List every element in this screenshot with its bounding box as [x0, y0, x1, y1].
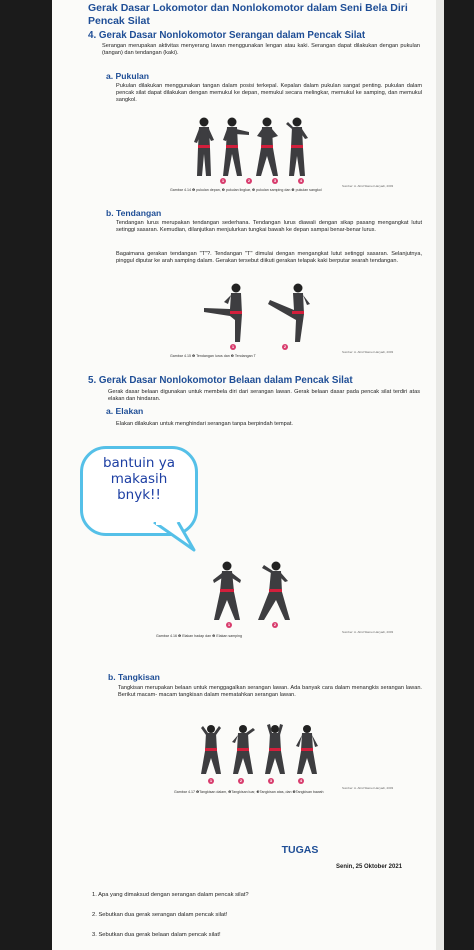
tendangan-heading: b. Tendangan — [106, 208, 162, 218]
speech-bubble-tail — [150, 522, 196, 552]
tangkisan-text: Tangkisan merupakan belaan untuk menggagalkan serangan lawan. Ada banyak cara dalam menangkis serangan lawan. Berikut macam- macam tangkisan dalam mematahkan serangan lawan. — [118, 685, 422, 699]
figure-4-15-caption: Gambar 4.15 ❶ Tendangan lurus dan ❷ Tendangan T — [170, 354, 256, 358]
section-5-heading: 5. Gerak Dasar Nonlokomotor Belaan dalam Pencak Silat — [88, 375, 353, 386]
silat-figure-4 — [284, 116, 310, 178]
page-title: Gerak Dasar Lokomotor dan Nonlokomotor dalam Seni Bela Diri Pencak Silat — [88, 2, 408, 27]
silat-tangkisan-figure-1 — [198, 724, 224, 776]
figure-number-marker: 2 — [239, 778, 243, 783]
silat-kick-figure-2 — [264, 282, 312, 344]
figure-4-14-numbers — [220, 178, 304, 184]
bubble-line-2: makasih — [110, 471, 168, 487]
pukulan-text: Pukulan dilakukan menggunakan tangan dalam posisi terkepal. Kepalan dalam pukulan sangat penting. pukulan dalam pencak silat dapat dilakukan dengan memukul ke depan, memukul secara melingkar, memukul ke samping, dan memukul sangkol. — [116, 83, 422, 104]
figure-4-17-caption: Gambar 4.17 ❶Tangkisan dalam, ❷Tangkisan luar, ❸Tangkisan atas, dan ❹Tangkisan bawah — [174, 790, 324, 794]
figure-4-17 — [198, 724, 320, 776]
tendangan-text-2: Bagaimana gerakan tendangan "T"?. Tendangan "T" dimulai dengan mengangkat lutut setinggi sasaran. Selanjutnya, pinggul diputar ke arah samping dalam. Gerakan tersebut diikuti gerakan telapak kaki berputar searah tendangan. — [116, 251, 422, 265]
figure-4-16-numbers — [226, 622, 278, 628]
figure-4-15-numbers — [230, 344, 288, 350]
question-2: 2. Sebutkan dua gerak serangan dalam pencak silat! — [92, 912, 228, 918]
silat-figure-1 — [192, 116, 216, 178]
figure-4-15-credit: Sumber: A. Abid Slamet Haryadi, 2003 — [342, 350, 394, 354]
silat-tangkisan-figure-4 — [294, 724, 320, 776]
bubble-line-3: bnyk!! — [117, 487, 161, 503]
question-1: 1. Apa yang dimaksud dengan serangan dalam pencak silat? — [92, 892, 249, 898]
figure-number-marker: 1 — [227, 622, 231, 627]
pukulan-heading: a. Pukulan — [106, 71, 149, 81]
figure-number-marker: 3 — [273, 178, 277, 183]
figure-4-14-caption: Gambar 4.14 ❶ pukulan depan, ❷ pukulan lingkar, ❸ pukulan samping dan ❹ pukulan sangkol — [170, 188, 322, 192]
figure-number-marker: 4 — [299, 178, 303, 183]
silat-elakan-figure-1 — [210, 560, 244, 622]
tangkisan-heading: b. Tangkisan — [108, 672, 160, 682]
bubble-line-1: bantuin ya — [102, 455, 176, 471]
figure-4-17-numbers — [208, 778, 304, 784]
tendangan-text-1: Tendangan lurus merupakan tendangan sederhana. Tendangan lurus diawali dengan sikap pasang mengangkat lutut setinggi sasaran. Kemudian, dilanjutkan menjulurkan tungkai bawah ke depan sampai benar-benar lurus. — [116, 220, 422, 234]
figure-4-16-credit: Sumber: A. Abid Slamet Haryadi, 2003 — [342, 630, 394, 634]
silat-elakan-figure-2 — [256, 560, 292, 622]
silat-figure-2 — [220, 116, 250, 178]
figure-number-marker: 4 — [299, 778, 303, 783]
figure-number-marker: 2 — [247, 178, 251, 183]
figure-number-marker: 2 — [273, 622, 277, 627]
figure-number-marker: 1 — [209, 778, 213, 783]
figure-number-marker: 3 — [269, 778, 273, 783]
tugas-heading: TUGAS — [281, 844, 319, 856]
figure-4-15 — [202, 282, 312, 344]
figure-4-14 — [192, 116, 310, 178]
silat-tangkisan-figure-2 — [230, 724, 256, 776]
elakan-text: Elakan dilakukan untuk menghindari serangan tanpa berpindah tempat. — [116, 421, 293, 427]
figure-4-17-credit: Sumber: A. Abid Slamet Haryadi, 2003 — [342, 786, 394, 790]
section-5-intro: Gerak dasar belaan digunakan untuk membela diri dari serangan lawan. Gerak belaan dasar pada pencak silat terdiri atas elakan dan hindaran. — [108, 389, 420, 403]
question-3: 3. Sebutkan dua gerak belaan dalam pencak silat! — [92, 932, 221, 938]
silat-tangkisan-figure-3 — [262, 724, 288, 776]
elakan-heading: a. Elakan — [106, 406, 144, 416]
figure-4-14-credit: Sumber: A. Abid Slamet Haryadi, 2003 — [342, 184, 394, 188]
page-edge — [436, 0, 444, 950]
figure-number-marker: 1 — [231, 344, 235, 349]
silat-figure-3 — [254, 116, 280, 178]
silat-kick-figure-1 — [202, 282, 250, 344]
figure-number-marker: 2 — [283, 344, 287, 349]
tugas-date: Senin, 25 Oktober 2021 — [336, 864, 403, 870]
figure-4-16 — [210, 560, 292, 622]
section-4-intro: Serangan merupakan aktivitas menyerang lawan menggunakan lengan atau kaki. Serangan dapat dilakukan dengan pukulan (tangan) dan tendangan (kaki). — [102, 43, 420, 57]
figure-4-16-caption: Gambar 4.16 ❶ Elakan hadap dan ❷ Elakan samping — [156, 634, 242, 638]
figure-number-marker: 1 — [221, 178, 225, 183]
section-4-heading: 4. Gerak Dasar Nonlokomotor Serangan dalam Pencak Silat — [88, 30, 366, 41]
